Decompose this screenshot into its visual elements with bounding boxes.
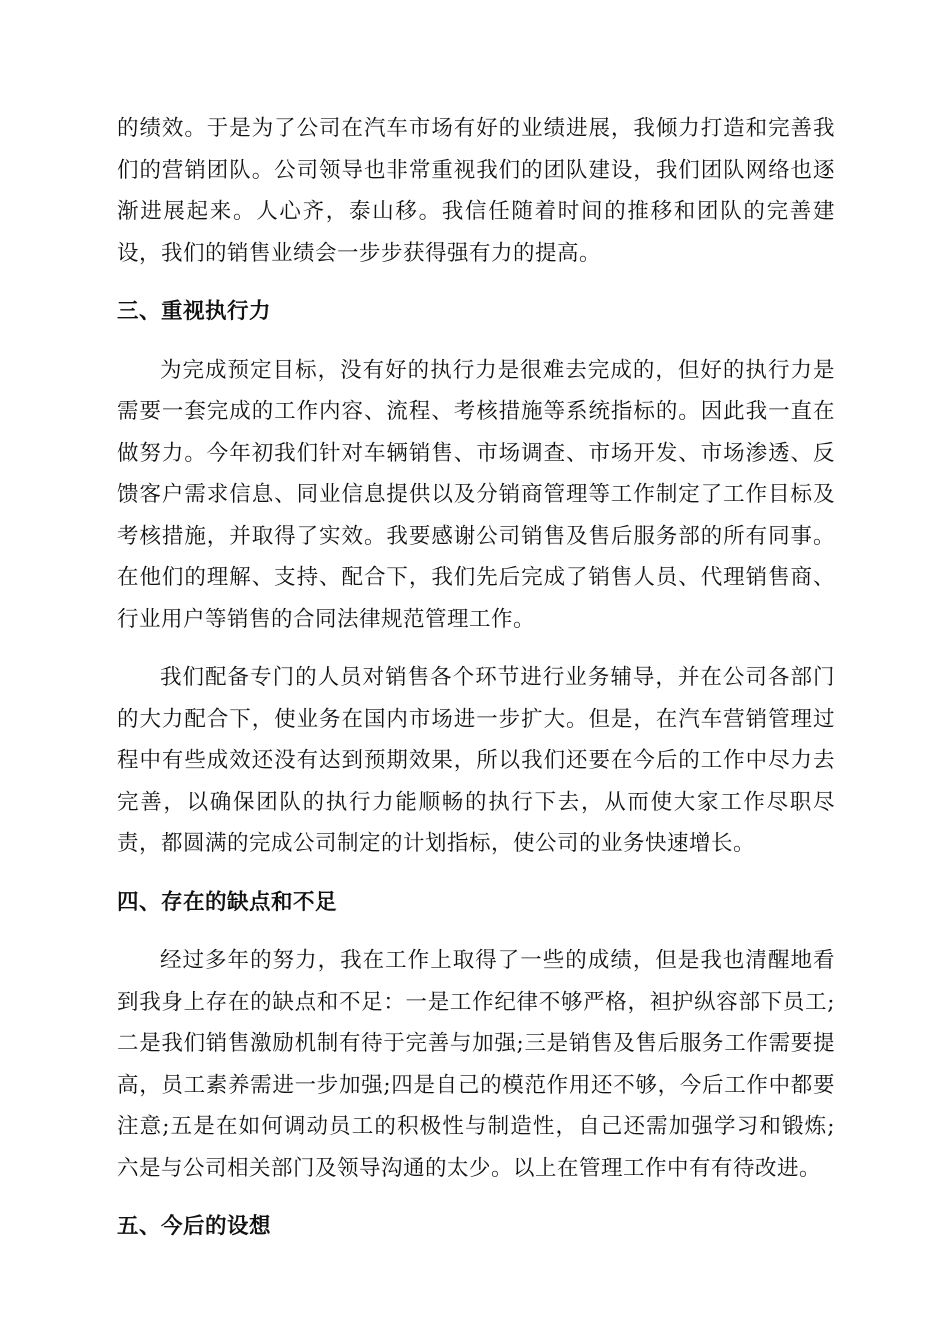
paragraph-shortcomings: 经过多年的努力，我在工作上取得了一些的成绩，但是我也清醒地看到我身上存在的缺点和不足：一是工作纪律不够严格，袒护纵容部下员工;二是我们销售激励机制有待于完善与加强;三是销售及售后服务工作需要提高，员工素养需进一步加强;四是自己的模范作用还不够，今后工作中都要注意;五是在如何调动员工的积极性与制造性，自己还需加强学习和锻炼;六是与公司相关部门及领导沟通的太少。以上在管理工作中有有待改进。 — [117, 948, 835, 1181]
document-body — [117, 108, 835, 1248]
section-heading-shortcomings: 四、存在的缺点和不足 — [117, 889, 338, 915]
paragraph-execution-support: 我们配备专门的人员对销售各个环节进行业务辅导，并在公司各部门的大力配合下，使业务在国内市场进一步扩大。但是，在汽车营销管理过程中有些成效还没有达到预期效果，所以我们还要在今后的工作中尽力去完善，以确保团队的执行力能顺畅的执行下去，从而使大家工作尽职尽责，都圆满的完成公司制定的计划指标，使公司的业务快速增长。 — [117, 665, 835, 856]
section-heading-execution: 三、重视执行力 — [117, 299, 272, 324]
paragraph-team-building: 的绩效。于是为了公司在汽车市场有好的业绩进展，我倾力打造和完善我们的营销团队。公司领导也非常重视我们的团队建设，我们团队网络也逐渐进展起来。人心齐，泰山移。我信任随着时间的推移和团队的完善建设，我们的销售业绩会一步步获得强有力的提高。 — [117, 116, 835, 266]
paragraph-execution-goals: 为完成预定目标，没有好的执行力是很难去完成的，但好的执行力是需要一套完成的工作内容、流程、考核措施等系统指标的。因此我一直在做努力。今年初我们针对车辆销售、市场调查、市场开发、市场渗透、反馈客户需求信息、同业信息提供以及分销商管理等工作制定了工作目标及考核措施，并取得了实效。我要感谢公司销售及售后服务部的所有同事。在他们的理解、支持、配合下，我们先后完成了销售人员、代理销售商、行业用户等销售的合同法律规范管理工作。 — [117, 357, 835, 632]
section-heading-future-plans: 五、今后的设想 — [117, 1214, 272, 1239]
